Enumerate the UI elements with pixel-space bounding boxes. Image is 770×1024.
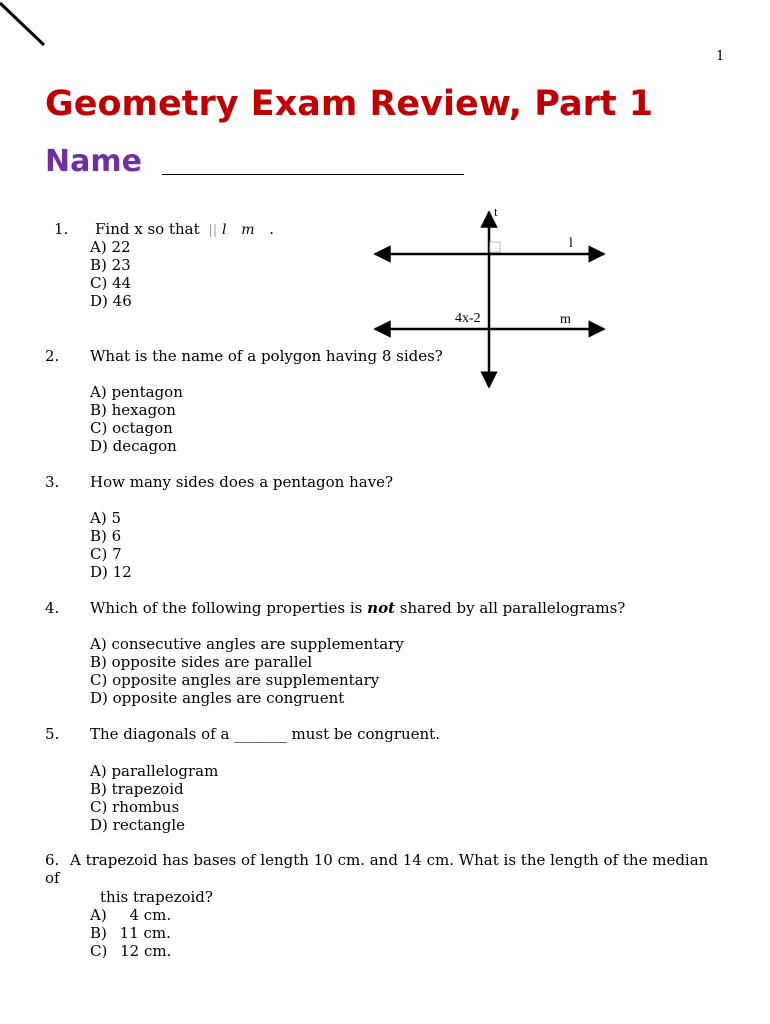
answer-option[interactable]: B) 6	[90, 527, 122, 545]
answer-option[interactable]: A) 5	[90, 509, 121, 527]
answer-option[interactable]: C) octagon	[90, 419, 173, 437]
answer-option[interactable]: C) 44	[90, 274, 132, 292]
question-emphasis: not	[367, 599, 396, 617]
answer-option[interactable]: D) 12	[90, 563, 132, 581]
option-letter: B)	[90, 924, 107, 942]
label-t: t	[494, 204, 498, 219]
question-text-line2: of	[45, 869, 60, 887]
answer-option[interactable]: A) 22	[90, 238, 131, 256]
question-text: How many sides does a pentagon have?	[90, 473, 394, 491]
option-value: 11 cm.	[119, 924, 171, 942]
answer-option[interactable]: D) rectangle	[90, 816, 186, 834]
parallel-symbol: ||	[208, 223, 218, 238]
name-label: Name	[45, 144, 142, 179]
answer-option[interactable]: B) opposite sides are parallel	[90, 653, 313, 671]
question-number: 2.	[45, 347, 60, 365]
label-m: m	[560, 312, 571, 327]
answer-option[interactable]: A) parallelogram	[90, 762, 219, 780]
answer-option[interactable]	[90, 906, 171, 924]
answer-option[interactable]: B) 23	[90, 256, 131, 274]
option-value: 12 cm.	[120, 942, 172, 960]
answer-option[interactable]: D) opposite angles are congruent	[90, 689, 345, 707]
question-text	[90, 599, 625, 617]
question-number: 5.	[45, 725, 60, 743]
question-number: 4.	[45, 599, 60, 617]
question-number: 3.	[45, 473, 60, 491]
question-text-prefix: Find x so that	[95, 220, 200, 238]
line-l-label: l	[221, 222, 227, 238]
question-number: 6.	[45, 851, 60, 869]
answer-option[interactable]: A) consecutive angles are supplementary	[90, 635, 404, 653]
question-text: What is the name of a polygon having 8 sides?	[90, 347, 443, 365]
angle-label: 4x-2	[455, 311, 481, 326]
right-angle-marker	[490, 242, 500, 252]
question-text-line3: this trapezoid?	[100, 888, 213, 906]
option-value: 4 cm.	[129, 906, 172, 924]
answer-option[interactable]: C) 7	[90, 545, 122, 563]
answer-option[interactable]: D) 46	[90, 292, 132, 310]
answer-option[interactable]	[90, 942, 171, 960]
answer-option[interactable]	[90, 924, 171, 942]
page-number: 1	[716, 49, 725, 64]
question-text-line1: A trapezoid has bases of length 10 cm. and 14 cm. What is the length of the median	[70, 851, 709, 869]
question-number: 1.	[54, 220, 69, 238]
question-text-suffix: .	[269, 220, 275, 238]
answer-option[interactable]: C) rhombus	[90, 798, 180, 816]
option-letter: C)	[90, 942, 108, 960]
question-text: The diagonals of a _______ must be congruent.	[90, 725, 440, 743]
answer-option[interactable]: B) trapezoid	[90, 780, 184, 798]
answer-option[interactable]: C) opposite angles are supplementary	[90, 671, 380, 689]
option-letter: A)	[90, 906, 107, 924]
label-l: l	[569, 236, 573, 251]
answer-option[interactable]: A) pentagon	[90, 383, 183, 401]
question-text-before: Which of the following properties is	[90, 599, 363, 617]
page-title: Geometry Exam Review, Part 1	[45, 84, 654, 124]
question-text-after: shared by all parallelograms?	[399, 599, 626, 617]
answer-option[interactable]: B) hexagon	[90, 401, 176, 419]
answer-option[interactable]: D) decagon	[90, 437, 177, 455]
parallel-lines-diagram	[0, 0, 770, 400]
line-m-label: m	[241, 222, 255, 238]
